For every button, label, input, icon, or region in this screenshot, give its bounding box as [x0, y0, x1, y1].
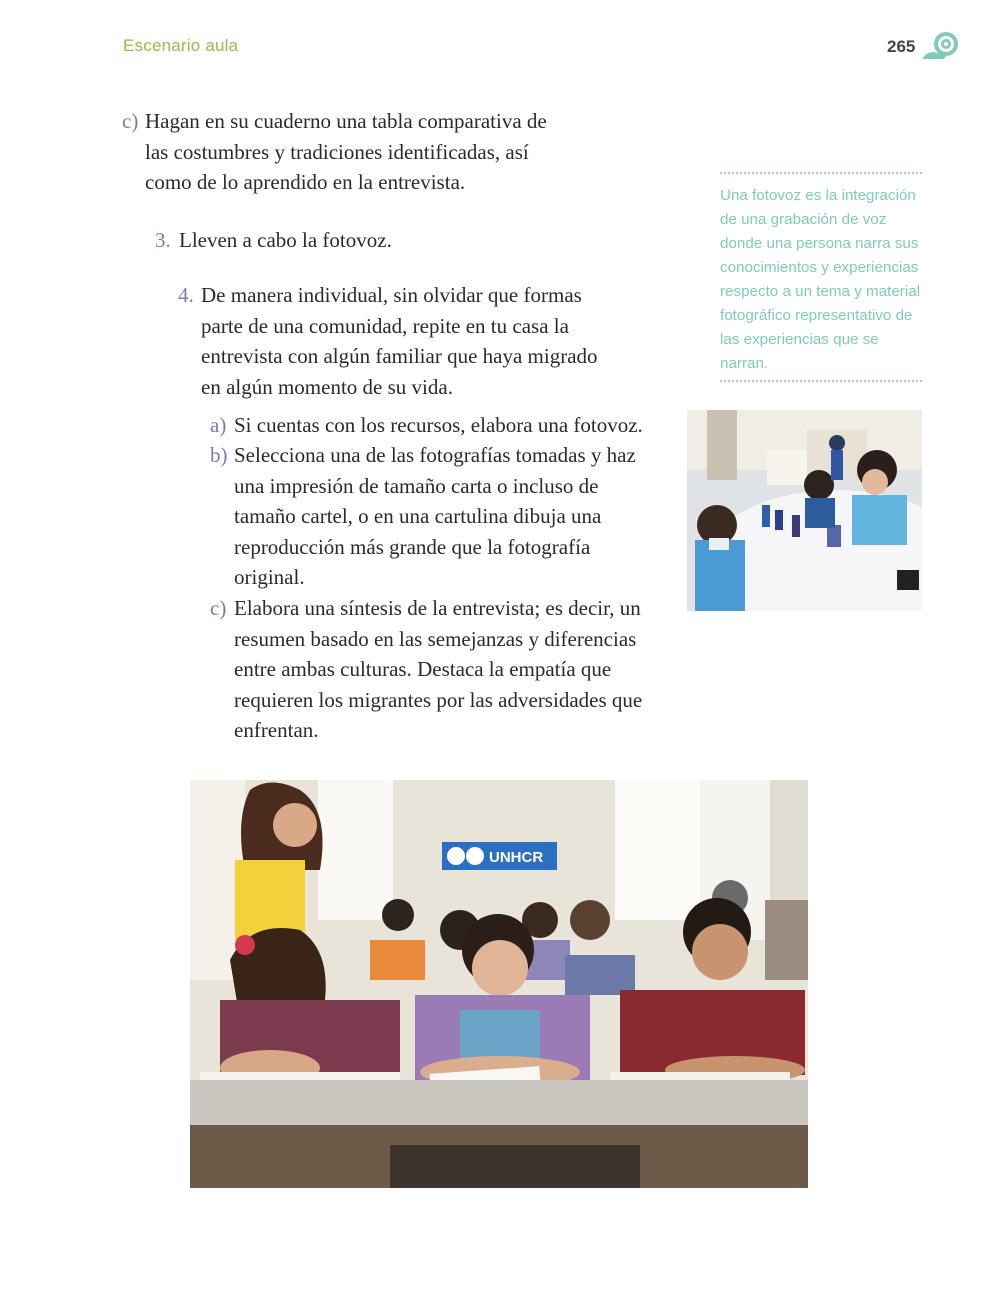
sub-item-a: [210, 410, 670, 441]
item-c-comparative-table: [122, 106, 552, 198]
step-text: Lleven a cabo la fotovoz.: [179, 228, 392, 252]
page-number: 265: [887, 37, 916, 56]
step-number: 3.: [155, 228, 171, 252]
sub-item-c: [210, 593, 670, 746]
list-marker: b): [210, 443, 228, 467]
fotovoz-definition-box: [720, 172, 922, 382]
step-3: [155, 225, 555, 256]
sub-item-text: Elabora una síntesis de la entrevista; es decir, un resumen basado en las semejanzas y diferencias entre ambas culturas. Destaca la empatía que requieren los migrantes por las adversidades que enfrentan.: [234, 596, 643, 742]
sub-item-b: [210, 440, 650, 593]
list-marker: c): [210, 596, 227, 620]
step-4: [178, 280, 598, 402]
list-marker: c): [122, 109, 139, 133]
list-marker: a): [210, 413, 227, 437]
children-painting-photo: [687, 410, 922, 611]
definition-text: Una fotovoz es la integración de una grabación de voz donde una persona narra sus conocimientos y experiencias respecto a un tema y material fotográfico representativo de las experiencias que se narran.: [720, 187, 921, 372]
unhcr-banner-text: UNHCR: [489, 849, 544, 866]
sub-item-text: Selecciona una de las fotografías tomadas y haz una impresión de tamaño carta o incluso de tamaño cartel, o en una cartulina dibuja una reproducción más grande que la fotografía original.: [234, 443, 636, 589]
sub-item-text: Si cuentas con los recursos, elabora una fotovoz.: [234, 413, 643, 437]
classroom-children-photo: [190, 780, 808, 1188]
item-text: Hagan en su cuaderno una tabla comparativa de las costumbres y tradiciones identificadas, así como de lo aprendido en la entrevista.: [145, 109, 547, 194]
step-text: De manera individual, sin olvidar que formas parte de una comunidad, repite en tu casa la entrevista con algún familiar que haya migrado en algún momento de su vida.: [201, 283, 598, 399]
section-title: Escenario aula: [123, 36, 239, 55]
snail-icon: [920, 30, 960, 62]
step-number: 4.: [178, 283, 194, 307]
